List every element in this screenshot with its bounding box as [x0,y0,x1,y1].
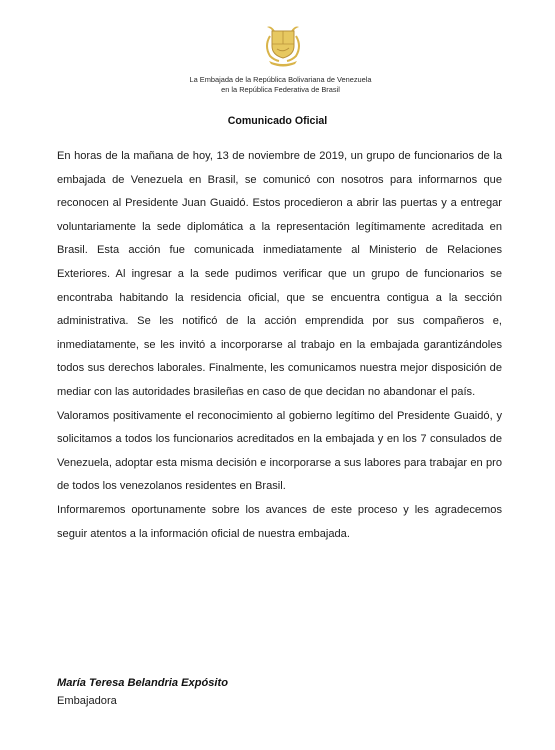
paragraph-2: Valoramos positivamente el reconocimiento al gobierno legítimo del Presidente Guaidó, y solicitamos a todos los funcionarios acreditados en la embajada y en los 7 consulados de Venezuela, adoptar esta misma decisión e incorporarse a sus labores para trabajar en pro de todos los venezolanos residentes en Brasil. [57,409,502,493]
header-line-2: en la República Federativa de Brasil [221,85,340,94]
embassy-header [0,75,555,95]
paragraph-3: Informaremos oportunamente sobre los avances de este proceso y les agradecemos seguir atentos a la información oficial de nuestra embajada. [57,503,502,540]
signatory-name: María Teresa Belandria Expósito [57,677,228,689]
header-line-1: La Embajada de la República Bolivariana de Venezuela [189,75,372,84]
paragraph-1: En horas de la mañana de hoy, 13 de noviembre de 2019, un grupo de funcionarios de la embajada de Venezuela en Brasil, se comunicó con nosotros para informarnos que reconocen al Presidente Juan Guaidó. Estos procedieron a abrir las puertas y a entregar voluntariamente la sede diplomática a la representación legítimamente acreditada en Brasil. Esta acción fue comunicada inmediatamente al Ministerio de Relaciones Exteriores. Al ingresar a la sede pudimos verificar que un grupo de funcionarios se encontraba habitando la residencia oficial, que se encuentra contigua a la sección administrativa. Se les notificó de la acción emprendida por sus compañeros e, inmediatamente, se les invitó a incorporarse al trabajo en la embajada garantizándoles todos sus derechos laborales. Finalmente, les comunicamos nuestra mejor disposición de mediar con las autoridades brasileñas en caso de que decidan no abandonar el país. [57,150,502,398]
document-body [57,145,502,546]
venezuela-coat-of-arms-icon [261,22,305,68]
signature-block [57,674,228,710]
document-title: Comunicado Oficial [227,115,328,127]
signatory-role: Embajadora [57,695,117,707]
